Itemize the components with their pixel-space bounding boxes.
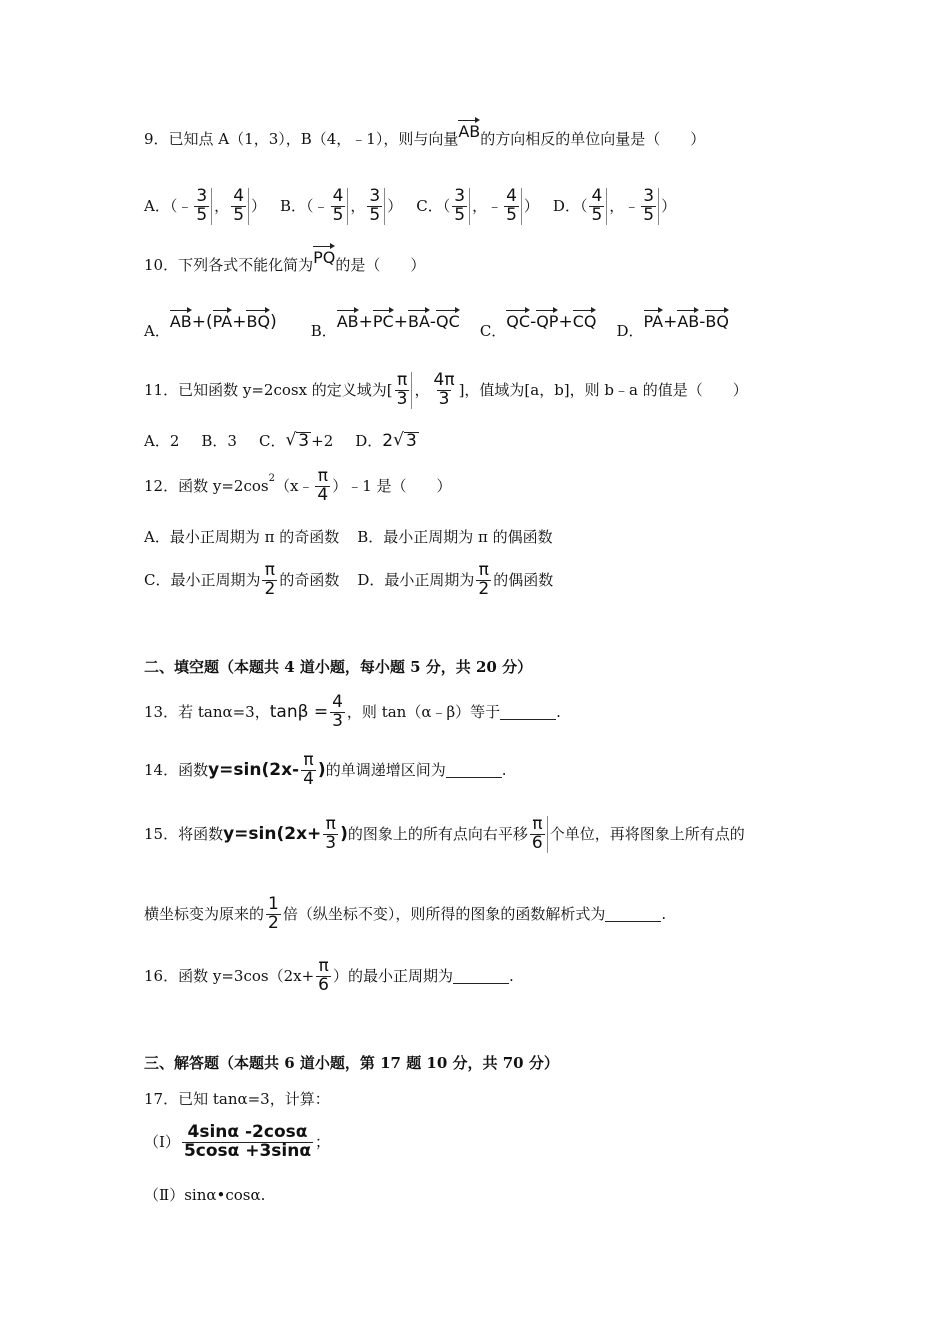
operator: - [530,312,537,332]
vector-term: PA [644,308,664,330]
q11-options [144,432,419,450]
q11-separator: ， [414,380,430,399]
operator: + [393,312,408,332]
q11-option-a: A．2 [144,431,180,450]
q15-function: y=sin(2x+ [223,823,322,844]
q13-tan-beta: tanβ = [269,701,329,722]
vector-pq: PQ [313,244,335,266]
fraction-pi-over-4: $\frac{\pi}{4}$ [317,466,329,505]
vector-term: BQ [246,308,270,330]
fraction-pi-over-3-q15: $\frac{\pi}{3}$ [325,814,337,853]
operator: - [429,312,437,332]
vector-term: CQ [573,308,597,330]
sqrt-3-d: √ 3 [393,430,417,451]
q15-cont-mid: 倍（纵坐标不变），则所得的图象的函数解析式为 [282,904,606,923]
q10-stem: 10．下列各式不能化简为 [144,255,314,274]
fraction-pi-over-3: $\frac{\pi}{3}$ [395,372,413,409]
fraction-pi-over-4-q14: $\frac{\pi}{4}$ [303,750,314,789]
q17-part-2-label: （Ⅱ）sinα•cosα. [144,1186,266,1204]
q16-stem: 16．函数 y=3cos（2x+ [144,966,315,985]
q14-stem: 14．函数 [144,760,209,779]
fraction: $\frac{3}{5}$ [452,188,470,225]
operator: + [232,312,247,332]
q12-option-d-end: 的偶函数 [493,570,554,589]
fraction: $\frac{3}{5}$ [641,188,659,225]
q14-stem-end: 的单调递增区间为 [325,760,446,779]
q12-superscript: 2 [268,473,275,485]
question-13: 13．若 tanα=3， tanβ = $\frac{4}{3}$ ，则 tan（α﹣β）等于 . [144,692,561,731]
q15-stem: 15．将函数 [144,824,224,843]
fraction-1-over-2: $\frac{1}{2}$ [268,894,279,933]
q10-option-a-label: A． [144,322,170,340]
q12-stem-end: ）﹣1 是（ ） [332,476,452,495]
q11-option-b: B．3 [201,431,237,450]
question-16: 16．函数 y=3cos（2x+ $\frac{\pi}{6}$ ）的最小正周期为 . [144,956,514,995]
q10-option-d-label: D． [616,322,644,340]
q16-stem-end: ）的最小正周期为 [332,966,453,985]
q10-option-d-expr [644,308,729,331]
vector-term: QC [436,308,460,330]
question-15-cont: 横坐标变为原来的 $\frac{1}{2}$ 倍（纵坐标不变），则所得的图象的函数解析式为 . [144,894,667,933]
question-11 [144,372,748,409]
q11-option-d-label: D． [355,431,383,450]
q9-option-d: D．（ $\frac{4}{5}$ ，﹣ $\frac{3}{5}$ ） [552,186,677,225]
vector-term: QC [506,308,530,330]
question-15: 15．将函数 y=sin(2x+ $\frac{\pi}{3}$ ) 的图象上的所有点向右平移 $\frac{\pi}{6}$ 个单位，再将图象上所有点的 [144,814,745,853]
fraction: $\frac{3}{5}$ [367,188,385,225]
q15-stem-mid: 的图象上的所有点向右平移 [347,824,528,843]
q10-stem-end: 的是（ ） [335,255,426,274]
q10-options [144,308,729,340]
vector-ab: AB [458,118,480,140]
vector-term: BA [408,308,430,330]
q11-stem: 11．已知函数 y=2cosx 的定义域为[ [144,380,393,399]
fraction: $\frac{4}{5}$ [331,188,349,225]
operator: ) [270,312,277,332]
q15-stem-end: 个单位，再将图象上所有点的 [549,824,745,843]
operator: + [663,312,678,332]
vector-term: AB [337,308,359,330]
q9-option-b: B．（﹣ $\frac{4}{5}$ ， $\frac{3}{5}$ ） [280,186,403,225]
q17-part-2 [144,1188,265,1203]
q14-answer-blank[interactable] [446,763,502,778]
q11-stem-end: ]，值域为[a，b]，则 b﹣a 的值是（ ） [458,380,748,399]
section-3-heading: 三、解答题（本题共 6 道小题，第 17 题 10 分，共 70 分） [144,1054,559,1072]
fraction: $\frac{4}{5}$ [589,188,607,225]
operator: +( [191,312,213,332]
q17-fraction: $\frac{4\sin\alpha -2\cos\alpha}{5\cos\alpha +3\sin\alpha}$ [183,1122,312,1161]
q13-answer-blank[interactable] [500,705,556,720]
fraction: $\frac{4}{5}$ [231,188,249,225]
q17-stem: 17．已知 tanα=3，计算： [144,1090,330,1108]
question-17 [144,1092,330,1107]
fraction-pi-over-6-q16: $\frac{\pi}{6}$ [318,956,329,995]
q9-stem-end: 的方向相反的单位向量是（ ） [480,129,706,148]
fraction-pi-over-2: $\frac{\pi}{2}$ [264,560,276,599]
q11-option-c-plus: +2 [311,431,334,450]
q12-option-c: C．最小正周期为 [144,570,261,589]
q9-stem: 9．已知点 A（1，3），B（4，﹣1），则与向量 [144,129,459,148]
q17-part-1: （Ⅰ） $\frac{4\sin\alpha -2\cos\alpha}{5\cos\alpha +3\sin\alpha}$ ； [144,1122,331,1161]
q9-option-c: C．（ $\frac{3}{5}$ ，﹣ $\frac{4}{5}$ ） [416,186,539,225]
q10-option-c-label: C． [479,322,507,340]
question-14: 14．函数 y=sin(2x- $\frac{\pi}{4}$ ) 的单调递增区间为 . [144,750,507,789]
operator: - [699,312,706,332]
q15-cont-stem: 横坐标变为原来的 [144,904,265,923]
q10-option-b-label: B． [310,322,337,340]
fraction-4-over-3: $\frac{4}{3}$ [332,692,343,731]
q9-option-a: A．（﹣ $\frac{3}{5}$ ， $\frac{4}{5}$ ） [144,186,267,225]
q12-options-cd [144,562,553,599]
q10-option-c-expr [506,308,596,331]
q13-stem-end: ，则 tan（α﹣β）等于 [346,702,501,721]
q12-option-b: B．最小正周期为 π 的偶函数 [357,528,553,546]
section-2-heading: 二、填空题（本题共 4 道小题，每小题 5 分，共 20 分） [144,658,533,676]
q10-option-b-expr [337,308,460,331]
fraction: $\frac{3}{5}$ [194,188,212,225]
q9-options [144,188,690,225]
vector-term: PC [373,308,394,330]
sqrt-3: √ 3 [285,430,310,451]
q12-option-d: D．最小正周期为 [357,570,475,589]
operator: + [358,312,373,332]
q10-option-a-expr [170,308,277,331]
vector-term: BQ [705,308,729,330]
q12-stem: 12．函数 y=2cos [144,476,269,495]
vector-term: PA [213,308,233,330]
q15-answer-blank[interactable] [605,907,661,922]
q12-stem-mid: （x﹣ [274,476,314,495]
q11-option-c-label: C． [258,431,286,450]
fraction: $\frac{4}{5}$ [504,188,522,225]
q12-option-c-end: 的奇函数 [279,570,340,589]
q14-function: y=sin(2x- [208,759,300,780]
question-9 [144,122,706,150]
fraction-pi-over-6: $\frac{\pi}{6}$ [530,816,548,853]
vector-term: AB [170,308,192,330]
vector-term: QP [536,308,558,330]
operator: + [558,312,573,332]
q13-stem: 13．若 tanα=3， [144,702,270,721]
q12-option-a: A．最小正周期为 π 的奇函数 [144,528,340,546]
q16-answer-blank[interactable] [453,969,509,984]
fraction-4pi-over-3: $\frac{4\pi}{3}$ [433,370,455,409]
q12-options-ab [144,530,553,545]
fraction-pi-over-2-d: $\frac{\pi}{2}$ [478,560,490,599]
q17-part-1-label: （Ⅰ） [144,1132,180,1151]
q11-option-d-coef: 2 [382,430,394,451]
question-10 [144,248,426,276]
question-12 [144,468,452,505]
vector-term: AB [677,308,699,330]
